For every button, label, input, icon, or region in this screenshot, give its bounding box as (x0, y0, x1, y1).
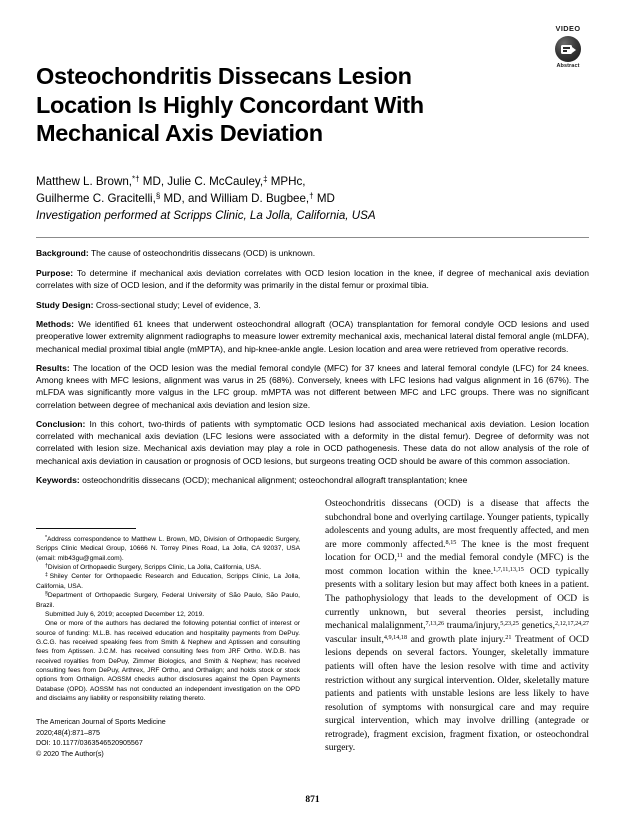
abstract-results-label: Results: (36, 363, 70, 374)
citation-ref: 2,12,17,24,27 (554, 620, 589, 628)
footnote-affil1-symbol: † (45, 562, 48, 569)
page-number: 871 (305, 795, 320, 805)
abstract-purpose-label: Purpose: (36, 267, 74, 278)
author-mccauley: MD, Julie C. McCauley, (139, 174, 264, 188)
abstract-purpose (36, 267, 589, 291)
abstract-study-design-label: Study Design: (36, 299, 94, 310)
citation-ref: 4,9,14,18 (383, 634, 408, 641)
author-brown: Matthew L. Brown, (36, 174, 133, 188)
video-badge-label: VIDEO (555, 26, 581, 33)
journal-doi: DOI: 10.1177/0363546520905567 (36, 739, 143, 748)
author-mccauley-degree: MPHc, (267, 174, 306, 188)
author-bugbee: MD, and William D. Bugbee, (160, 191, 310, 205)
abstract-background (36, 247, 589, 259)
abstract-study-design (36, 299, 589, 311)
author-line-2 (36, 191, 589, 208)
citation-ref: 21 (505, 634, 512, 641)
abstract-methods (36, 318, 589, 354)
article-title: Osteochondritis Dissecans Lesion Location Is Highly Concordant With Mechanical Axis Deviation (36, 63, 424, 147)
journal-citation: 2020;48(4):871–875 (36, 728, 100, 737)
two-column-area (36, 498, 589, 788)
abstract-methods-text: We identified 61 knees that underwent osteochondral allograft (OCA) transplantation for femoral condyle OCD lesions and used preoperative lower extremity alignment radiographs to measure lower extremity mechanical axis, mechanical lateral distal femoral angle (mLDFA), mechanical medial proximal tibial angle (mMPTA), and hip-knee-ankle angle. Lesion location and area were retrieved from operative records. (36, 319, 589, 354)
citation-ref: 8,15 (445, 538, 457, 546)
body-paragraph-1: Osteochondritis dissecans (OCD) is a disease that affects the subchondral bone and overlying cartilage. Younger patients, typically adolescents and young adults, are most frequently affected, and men are more commonly affected.$^{8,15}$ The knee is the most frequent location for OCD,$^{11}$ and the medial femoral condyle (MFC) is the most common location within the knee.$^{1,7,11,13,15}$ OCD typically presents with a solitary lesion but may affect both knees in a patient. The pathophysiology that leads to the development of OCD is currently unknown, but several theories persist, including mechanical malalignment,$^{7,13,26}$ trauma/injury,$^{5,23,25}$ genetics,$^{2,12,17,24,27}$ vascular insult,$^{4,9,14,18}$ and growth plate injury.$^{21}$ Treatment of OCD lesions depends on several factors. Younger, skeletally immature patients will often have the lesion resolve with time and activity restriction without any surgical intervention. Older, skeletally mature patients and patients with unstable lesions are less likely to have resolution of symptoms with nonsurgical care and may require surgical intervention, which may involve drilling (antegrade or retrograde), fragment excision, fragment fixation, or osteochondral surgery. (325, 499, 590, 754)
footnote-column (36, 498, 300, 759)
body-column (325, 498, 589, 756)
journal-copyright: © 2020 The Author(s) (36, 749, 104, 758)
footnote-correspondence (36, 535, 300, 563)
footnote-affil3-text: Department of Orthopaedic Surgery, Federal University of São Paulo, São Paulo, Brazil. (36, 592, 300, 609)
author-list (36, 174, 589, 224)
footnote-affiliation-1 (36, 563, 300, 572)
footnote-rule (36, 528, 136, 529)
footnote-affil3-symbol: § (45, 590, 48, 597)
citation-ref: 7,13,26 (425, 620, 445, 628)
video-camera-icon (555, 36, 581, 62)
abstract-keywords (36, 474, 589, 486)
author-gracitelli: Guilherme C. Gracitelli, (36, 191, 156, 205)
author-line-1 (36, 174, 589, 191)
footnote-affil1-text: Division of Orthopaedic Surgery, Scripps Clinic, La Jolla, California, USA. (47, 564, 262, 572)
journal-citation-block (36, 717, 300, 758)
footnote-affil2-text: Shiley Center for Orthopaedic Research and Education, Scripps Clinic, La Jolla, California, USA. (36, 573, 301, 590)
abstract-keywords-text: osteochondritis dissecans (OCD); mechanical alignment; osteochondral allograft transplantation; knee (79, 475, 468, 486)
footnote-correspondence-text: Address correspondence to Matthew L. Brown, MD, Division of Orthopaedic Surgery, Scripps Clinic Medical Group, 10666 N. Torrey Pines Road, La Jolla, CA 92037, USA (email: mlb43gu@gmail.com). (36, 536, 300, 562)
abstract-top-rule (36, 237, 589, 238)
abstract-results (36, 362, 589, 411)
citation-ref: 1,7,11,13,15 (493, 566, 524, 574)
author-mccauley-symbol: ‡ (263, 174, 268, 184)
abstract-background-text: The cause of osteochondritis dissecans (OCD) is unknown. (88, 248, 316, 259)
investigation-location: Investigation performed at Scripps Clinic, La Jolla, California, USA (36, 208, 376, 222)
abstract-background-label: Background: (36, 248, 89, 259)
abstract-conclusion-text: In this cohort, two-thirds of patients with symptomatic OCD lesions had associated mechanical axis deviation. Lesion location correlated with mechanical axis deviation (LFC lesions were associated with a deformity in the distal femur). Degree of deformity was not correlated with lesion size. Mechanical axis deviation may play a role in OCD pathogenesis. These data do not allow analysis of the role of mechanical axis deviation in causation or prognosis of OCD lesions, but surgeons treating OCD should be aware of this common association. (36, 419, 589, 466)
abstract-methods-label: Methods: (36, 319, 74, 330)
footnote-submitted: Submitted July 6, 2019; accepted December 12, 2019. (45, 610, 205, 618)
abstract-purpose-text: To determine if mechanical axis deviation correlates with OCD lesion location in the knee, if degree of mechanical axis deviation correlates with size of OCD lesion, and if the deformity was primarily in the distal femur or proximal tibia. (36, 267, 589, 291)
video-abstract-label: Abstract (556, 63, 580, 69)
footnote-disclosure: One or more of the authors has declared the following potential conflict of interest or source of funding: M.L.B. has received education and hospitality payments from DePuy. G.C.G. has received speaking fees from Smith & Nephew and Aptissen and consulting fees from Aptissen. J.C.M. has received consulting fees from JRF Ortho. W.D.B. has received royalties from DePuy, Zimmer Biologics, and Smith & Nephew; has received consulting fees from DePuy, Arthrex, JRF Ortho, and Orthalign; and holds stock or stock options from Orthalign. AOSSM checks author disclosures against the Open Payments Database (OPD). AOSSM has not conducted an independent investigation on the OPD and disclaims any liability or responsibility relating thereto. (36, 620, 300, 703)
author-brown-symbols: *† (132, 174, 140, 184)
video-abstract-badge[interactable] (541, 26, 595, 70)
abstract-study-design-text: Cross-sectional study; Level of evidence, 3. (93, 299, 261, 310)
footnote-affiliation-2 (36, 572, 300, 591)
author-bugbee-degree: MD (313, 191, 335, 205)
citation-ref: 11 (396, 552, 403, 560)
abstract-section (36, 247, 589, 486)
abstract-conclusion (36, 418, 589, 467)
journal-name: The American Journal of Sports Medicine (36, 718, 166, 727)
author-bugbee-symbol: † (309, 191, 314, 201)
footnote-affil2-symbol: ‡ (45, 572, 50, 579)
abstract-keywords-label: Keywords: (36, 475, 80, 486)
author-gracitelli-symbol: § (155, 191, 161, 201)
footnote-correspondence-symbol: * (45, 534, 48, 541)
abstract-results-text: The location of the OCD lesion was the medial femoral condyle (MFC) for 37 knees and lateral femoral condyle (LFC) for 24 knees. Among knees with MFC lesions, alignment was varus in 25 (68%). Conversely, knees with LFC lesions had valgus alignment in 16 (67%). The mLFDA was significantly more valgus in the LFC group. mMPTA was not different between MFC and LFC groups. There was no significant correlation between degree of mechanical axis deviation and lesion size. (36, 363, 589, 410)
citation-ref: 5,23,25 (500, 620, 519, 628)
footnote-affiliation-3 (36, 591, 300, 610)
abstract-conclusion-label: Conclusion: (36, 419, 86, 430)
